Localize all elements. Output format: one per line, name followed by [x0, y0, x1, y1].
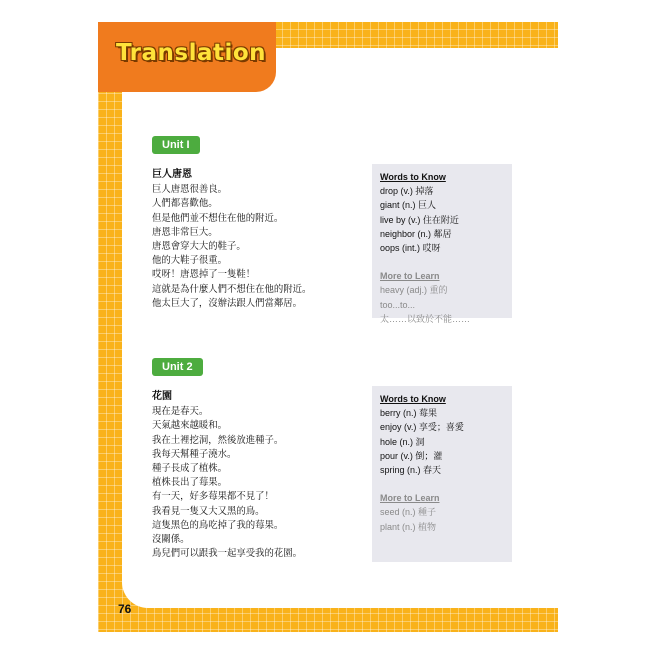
unit-badge-1: Unit I	[152, 136, 200, 154]
vocab-box-unit-1	[372, 164, 512, 324]
story-line: 鳥兒們可以跟我一起享受我的花園。	[152, 548, 303, 560]
story-unit-1	[152, 168, 362, 311]
vocab-item: giant (n.) 巨人	[380, 200, 437, 211]
story-line: 有一天，好多莓果都不見了！	[152, 491, 274, 503]
story-line: 唐恩會穿大大的鞋子。	[152, 241, 246, 253]
words-to-know-heading: Words to Know	[380, 394, 446, 404]
story-line: 唐恩非常巨大。	[152, 226, 218, 238]
story-line: 現在是春天。	[152, 406, 209, 418]
more-to-learn-heading: More to Learn	[380, 493, 440, 504]
story-title: 巨人唐恩	[152, 169, 192, 180]
vocab-item: enjoy (v.) 享受；喜愛	[380, 422, 464, 433]
more-item: heavy (adj.) 重的	[380, 285, 448, 296]
more-item: seed (n.) 種子	[380, 507, 437, 518]
story-line: 我每天幫種子澆水。	[152, 448, 237, 460]
title-tab	[98, 22, 276, 92]
story-line: 他的大鞋子很重。	[152, 255, 228, 267]
story-line: 種子長成了植株。	[152, 463, 228, 475]
more-item: plant (n.) 植物	[380, 521, 437, 532]
vocab-item: neighbor (n.) 鄰居	[380, 228, 452, 239]
unit-badge-2: Unit 2	[152, 358, 203, 376]
page-number: 76	[118, 602, 132, 616]
more-item: 太……以致於不能……	[380, 313, 471, 324]
vocab-item: drop (v.) 掉落	[380, 186, 434, 197]
story-line: 巨人唐恩很善良。	[152, 184, 228, 196]
story-line: 哎呀！唐恩掉了一隻鞋！	[152, 269, 256, 281]
page-title: Translation	[116, 40, 267, 66]
vocab-item: live by (v.) 住在附近	[380, 214, 459, 225]
story-title: 花園	[152, 391, 172, 402]
story-line: 我在土裡挖洞，然後放進種子。	[152, 434, 284, 446]
vocab-box-unit-2	[372, 386, 512, 562]
vocab-item: spring (n.) 春天	[380, 465, 442, 476]
story-line: 人們都喜歡他。	[152, 198, 218, 210]
vocab-item: hole (n.) 洞	[380, 436, 425, 447]
content-panel	[122, 48, 558, 608]
story-line: 但是他們並不想住在他的附近。	[152, 212, 284, 224]
more-to-learn-heading: More to Learn	[380, 271, 440, 282]
page-frame	[98, 22, 558, 632]
story-line: 這就是為什麼人們不想住在他的附近。	[152, 283, 312, 295]
story-line: 我看見一隻又大又黑的鳥。	[152, 505, 265, 517]
story-line: 天氣越來越暖和。	[152, 420, 228, 432]
vocab-item: pour (v.) 倒；灌	[380, 450, 443, 461]
story-line: 植株長出了莓果。	[152, 477, 228, 489]
words-to-know-heading: Words to Know	[380, 172, 446, 182]
vocab-item: oops (int.) 哎呀	[380, 243, 441, 254]
story-line: 這隻黑色的鳥吃掉了我的莓果。	[152, 519, 284, 531]
more-item: too...to...	[380, 299, 416, 310]
story-unit-2	[152, 390, 362, 561]
story-line: 他太巨大了，沒辦法跟人們當鄰居。	[152, 297, 303, 309]
vocab-item: berry (n.) 莓果	[380, 408, 438, 419]
story-line: 沒關係。	[152, 534, 190, 546]
